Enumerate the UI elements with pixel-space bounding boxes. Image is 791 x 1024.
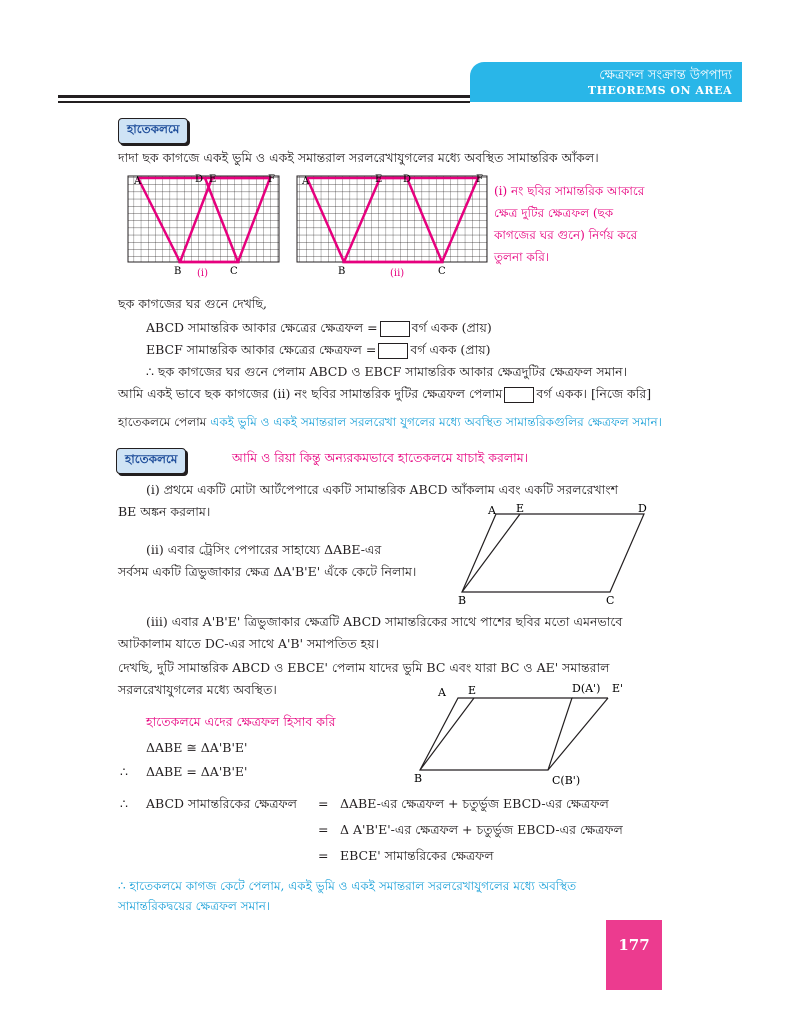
activity-tag: হাতেকলমে <box>118 118 188 144</box>
conclusion-line: ∴ ছক কাগজের ঘর গুনে পেলাম ABCD ও EBCF সামান্তরিক আকার ক্ষেত্রদুটির ক্ষেত্রফল সমান। <box>146 364 628 379</box>
step3-line-a: (iii) এবার A'B'E' ত্রিভুজাকার ক্ষেত্রটি ABCD সামান্তরিকের সাথে পাশের ছবির মতো এমনভাবে <box>146 614 623 629</box>
g2-label-c: C <box>438 266 446 277</box>
answer-box <box>504 387 534 403</box>
side-note-line: (i) নং ছবির সামান্তরিক আকারে <box>494 184 645 198</box>
fig1-label-b: B <box>458 594 467 607</box>
g2-label-e: E <box>375 174 383 185</box>
header-rule <box>58 95 470 98</box>
g1-label-d: D <box>195 174 204 185</box>
repeat-line <box>118 386 651 403</box>
page-number-tab <box>606 920 662 990</box>
step3-line-b: আটকালাম যাতে DC-এর সাথে A'B' সমাপতিত হয়। <box>118 636 380 651</box>
fig1-label-c: C <box>606 594 615 607</box>
fig1-label-e: E <box>516 502 525 515</box>
ebcf-area-label: EBCF সামান্তরিক আকার ক্ষেত্রের ক্ষেত্রফল = <box>146 342 377 357</box>
abcd-area-line <box>146 320 492 337</box>
fig2-label-b: B <box>414 772 423 785</box>
header-rule-thin <box>58 101 470 103</box>
intro-text: দাদা ছক কাগজে একই ভুমি ও একই সমান্তরাল সরলরেখাযুগলের মধ্যে অবস্থিত সামান্তরিক আঁকল। <box>118 150 599 165</box>
abcd-area-label: ABCD সামান্তরিক আকার ক্ষেত্রের ক্ষেত্রফল = <box>146 320 378 335</box>
side-note-line: তুলনা করি। <box>494 250 550 264</box>
g2-caption: (ii) <box>390 268 405 279</box>
side-note-line: কাগজের ঘর গুনে) নির্ণয় করে <box>494 228 638 242</box>
parallelogram-figure-2 <box>408 676 638 794</box>
abcd-area-unit: বর্গ একক (প্রায়) <box>411 320 492 335</box>
g2-label-a: A <box>302 176 310 187</box>
equation-rhs-3: EBCE' সামান্তরিকের ক্ষেত্রফল <box>340 848 494 863</box>
therefore-symbol: ∴ <box>120 796 128 811</box>
g1-label-e: E <box>209 174 217 185</box>
fig1-label-a: A <box>488 504 496 517</box>
side-note <box>494 180 644 268</box>
equation-congruence: ΔABE ≅ ΔA'B'E' <box>146 740 248 755</box>
ebcf-area-line <box>146 342 491 359</box>
fig2-label-e: E <box>468 684 477 697</box>
count-line: ছক কাগজের ঘর গুনে দেখছি, <box>118 296 267 311</box>
g1-label-a: A <box>134 176 142 187</box>
calc-heading: হাতেকলমে এদের ক্ষেত্রফল হিসাব করি <box>146 714 336 729</box>
activity-tag: হাতেকলমে <box>116 448 186 474</box>
g1-caption: (i) <box>197 268 209 279</box>
result-line <box>118 414 662 430</box>
step1-line-a: (i) প্রথমে একটি মোটা আর্টপেপারে একটি সামান্তরিক ABCD আঁকলাম এবং একটি সরলরেখাংশ <box>146 482 619 497</box>
g2-label-d: D <box>403 174 412 185</box>
repeat-unit: বর্গ একক। [নিজে করি] <box>536 386 652 401</box>
g1-label-c: C <box>230 266 238 277</box>
result-text: একই ভুমি ও একই সমান্তরাল সরলরেখা যুগলের মধ্যে অবস্থিত সামান্তরিকগুলির ক্ষেত্রফল সমান। <box>210 415 662 429</box>
equation-area-equal: ΔABE = ΔA'B'E' <box>146 764 248 779</box>
equals-sign: = <box>318 796 329 811</box>
therefore-symbol: ∴ <box>118 879 126 893</box>
equals-sign: = <box>318 822 329 837</box>
step2-line-b: সর্বসম একটি ত্রিভুজাকার ক্ষেত্র ΔA'B'E' এঁকে কেটে নিলাম। <box>118 564 417 579</box>
side-note-line: ক্ষেত্র দুটির ক্ষেত্রফল (ছক <box>494 206 614 220</box>
fig2-label-d-aprime: D(A') <box>572 682 601 695</box>
section2-heading: আমি ও রিয়া কিন্তু অন্যরকমভাবে হাতেকলমে যাচাই করলাম। <box>232 450 529 465</box>
final-line-b: সামান্তরিকদ্বয়ের ক্ষেত্রফল সমান। <box>118 899 271 913</box>
fig2-label-eprime: E' <box>612 682 624 695</box>
grid-figures <box>112 170 492 280</box>
final-text-a: হাতেকলমে কাগজ কেটে পেলাম, একই ভুমি ও একই সমান্তরাল সরলরেখাযুগলের মধ্যে অবস্থিত <box>129 879 577 893</box>
grid-figure-1 <box>128 174 279 279</box>
fig2-label-a: A <box>438 686 446 699</box>
therefore-symbol: ∴ <box>120 764 128 779</box>
chapter-subtitle: THEOREMS ON AREA <box>587 84 732 97</box>
fig2-label-c-bprime: C(B') <box>552 774 581 787</box>
page-number: 177 <box>618 936 650 954</box>
step1-line-b: BE অঙ্কন করলাম। <box>118 504 211 519</box>
parallelogram-figure-1 <box>450 500 660 610</box>
chapter-title: ক্ষেত্রফল সংক্রান্ত উপপাদ্য <box>599 68 732 83</box>
equation-rhs-2: Δ A'B'E'-এর ক্ষেত্রফল + চতুর্ভুজ EBCD-এর ক্ষেত্রফল <box>340 822 623 837</box>
result-prefix: হাতেকলমে পেলাম <box>118 415 207 429</box>
equation-lhs: ABCD সামান্তরিকের ক্ষেত্রফল <box>146 796 297 811</box>
g2-label-f: F <box>476 174 483 185</box>
answer-box <box>378 343 408 359</box>
fig1-label-d: D <box>638 502 647 515</box>
g1-label-b: B <box>174 266 182 277</box>
g1-label-f: F <box>268 174 275 185</box>
ebcf-area-unit: বর্গ একক (প্রায়) <box>410 342 491 357</box>
final-line-a <box>118 878 576 894</box>
observation-line-a: দেখছি, দুটি সামান্তরিক ABCD ও EBCE' পেলাম যাদের ভুমি BC এবং যারা BC ও AE' সমান্তরাল <box>118 660 610 675</box>
step2-line-a: (ii) এবার ট্রেসিং পেপারের সাহায্যে ΔABE-এর <box>146 542 382 557</box>
equation-rhs-1: ΔABE-এর ক্ষেত্রফল + চতুর্ভুজ EBCD-এর ক্ষেত্রফল <box>340 796 609 811</box>
repeat-label: আমি একই ভাবে ছক কাগজের (ii) নং ছবির সামান্তরিক দুটির ক্ষেত্রফল পেলাম <box>118 386 503 401</box>
answer-box <box>380 321 410 337</box>
grid-figure-2 <box>297 174 487 279</box>
g2-label-b: B <box>338 266 346 277</box>
equals-sign: = <box>318 848 329 863</box>
observation-line-b: সরলরেখাযুগলের মধ্যে অবস্থিত। <box>118 682 277 697</box>
